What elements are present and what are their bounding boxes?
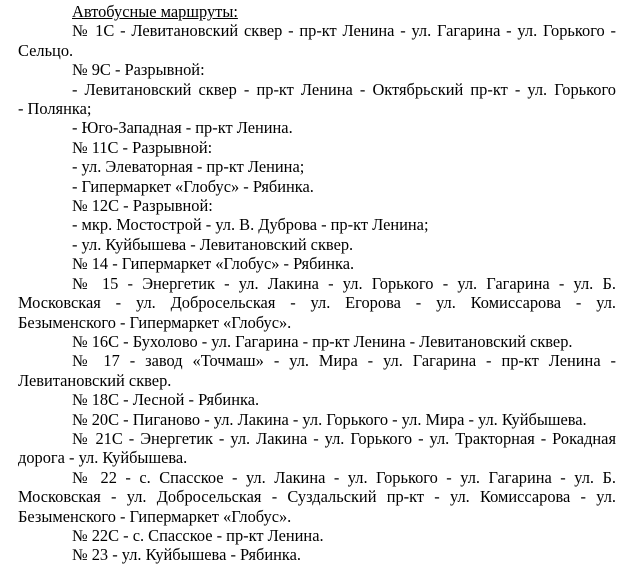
route-line: - Гипермаркет «Глобус» - Рябинка. — [72, 176, 314, 196]
route-line: - Левитановский сквер - пр-кт Ленина - Октябрьский пр-кт - ул. Горького — [72, 79, 616, 99]
route-line: № 15 - Энергетик - ул. Лакина - ул. Горького - ул. Гагарина - ул. Б. — [72, 273, 616, 293]
route-line: Безыменского - Гипермаркет «Глобус». — [18, 506, 292, 526]
route-line: № 12С - Разрывной: — [72, 196, 213, 216]
route-line: № 21С - Энергетик - ул. Лакина - ул. Горького - ул. Тракторная - Рокадная — [72, 428, 616, 448]
route-line: № 23 - ул. Куйбышева - Рябинка. — [72, 545, 301, 565]
route-line: № 16С - Бухолово - ул. Гагарина - пр-кт Ленина - Левитановский сквер. — [72, 331, 573, 351]
route-line: Московская - ул. Добросельская - ул. Егорова - ул. Комиссарова - ул. — [18, 293, 616, 313]
route-line: № 9С - Разрывной: — [72, 60, 205, 80]
route-line: Сельцо. — [18, 40, 74, 60]
route-line: № 18С - Лесной - Рябинка. — [72, 390, 260, 410]
route-line: № 14 - Гипермаркет «Глобус» - Рябинка. — [72, 254, 355, 274]
route-line: № 22 - с. Спасское - ул. Лакина - ул. Горького - ул. Гагарина - ул. Б. — [72, 467, 616, 487]
route-line: Безыменского - Гипермаркет «Глобус». — [18, 312, 292, 332]
route-line: Московская - ул. Добросельская - Суздальский пр-кт - ул. Комиссарова - ул. — [18, 487, 616, 507]
route-line: дорога - ул. Куйбышева. — [18, 448, 188, 468]
route-line: Левитановский сквер. — [18, 370, 172, 390]
route-line: № 22С - с. Спасское - пр-кт Ленина. — [72, 525, 324, 545]
route-line: - мкр. Мостострой - ул. В. Дуброва - пр-кт Ленина; — [72, 215, 429, 235]
document-title: Автобусные маршруты: — [72, 2, 238, 21]
route-line: - Полянка; — [18, 99, 92, 119]
route-line: № 17 - завод «Точмаш» - ул. Мира - ул. Гагарина - пр-кт Ленина - — [72, 351, 616, 371]
route-line: - Юго-Западная - пр-кт Ленина. — [72, 118, 293, 138]
route-line: № 20С - Пиганово - ул. Лакина - ул. Горького - ул. Мира - ул. Куйбышева. — [72, 409, 587, 429]
route-line: - ул. Элеваторная - пр-кт Ленина; — [72, 157, 305, 177]
route-line: - ул. Куйбышева - Левитановский сквер. — [72, 234, 354, 254]
route-line: № 1С - Левитановский сквер - пр-кт Ленина - ул. Гагарина - ул. Горького - — [72, 21, 616, 41]
route-line: № 11С - Разрывной: — [72, 137, 213, 157]
route-list — [18, 21, 616, 564]
